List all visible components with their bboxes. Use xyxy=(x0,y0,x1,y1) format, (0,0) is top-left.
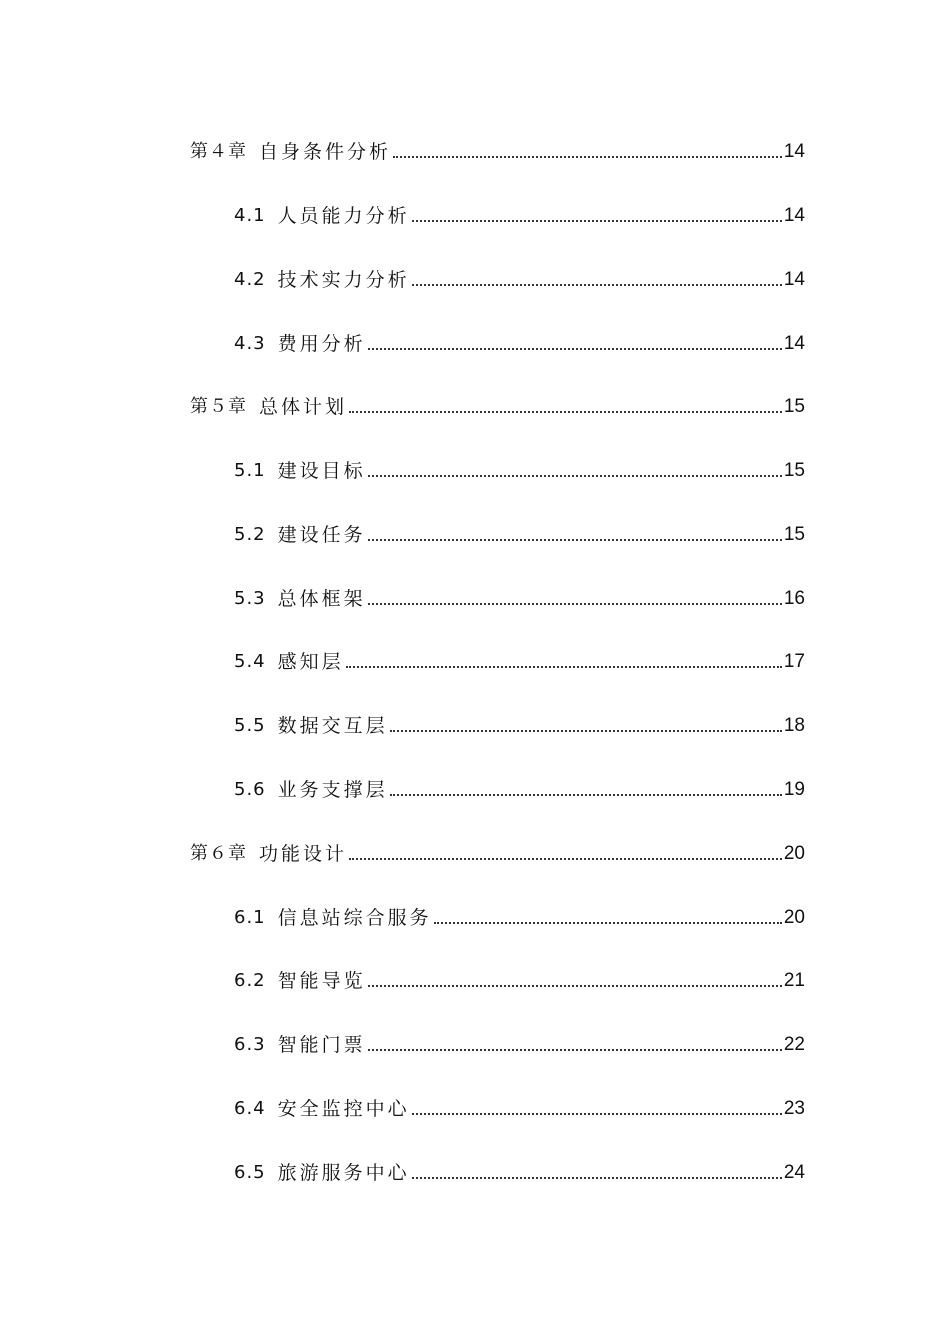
dot-leader xyxy=(434,922,782,924)
toc-entry-page: 23 xyxy=(783,1098,805,1119)
toc-entry-title: 业务支撑层 xyxy=(277,779,388,801)
toc-entry-5-5[interactable] xyxy=(234,708,805,738)
toc-entry-title: 总体框架 xyxy=(277,588,366,610)
toc-entry-4-1[interactable] xyxy=(234,198,805,228)
toc-entry-number: 6.4 xyxy=(234,1098,266,1119)
dot-leader xyxy=(412,284,782,286)
dot-leader xyxy=(349,858,782,860)
dot-leader xyxy=(368,1049,782,1051)
dot-leader xyxy=(368,985,782,987)
toc-entry-title: 技术实力分析 xyxy=(277,269,410,291)
toc-entry-number: 5.3 xyxy=(234,588,266,609)
toc-entry-page: 14 xyxy=(783,333,805,354)
toc-entry-chapter-4[interactable] xyxy=(190,134,805,164)
dot-leader xyxy=(346,666,782,668)
toc-entry-number: 4.3 xyxy=(234,333,266,354)
toc-entry-title: 建设目标 xyxy=(277,460,366,482)
toc-entry-4-2[interactable] xyxy=(234,262,805,292)
toc-entry-number: 5.1 xyxy=(234,460,266,481)
toc-entry-chapter-6[interactable] xyxy=(190,836,805,866)
toc-entry-title: 智能门票 xyxy=(277,1034,366,1056)
toc-entry-title: 智能导览 xyxy=(277,970,366,992)
toc-entry-page: 20 xyxy=(783,843,805,864)
toc-entry-page: 16 xyxy=(783,588,805,609)
dot-leader xyxy=(393,156,782,158)
toc-entry-title: 安全监控中心 xyxy=(277,1098,410,1120)
toc-entry-title: 信息站综合服务 xyxy=(277,907,432,929)
toc-entry-title: 人员能力分析 xyxy=(277,205,410,227)
toc-entry-number: 第４章 xyxy=(190,141,247,162)
toc-entry-page: 14 xyxy=(783,205,805,226)
toc-entry-chapter-5[interactable] xyxy=(190,389,805,419)
toc-entry-page: 15 xyxy=(783,396,805,417)
toc-entry-5-4[interactable] xyxy=(234,644,805,674)
dot-leader xyxy=(349,411,782,413)
toc-entry-number: 5.6 xyxy=(234,779,266,800)
dot-leader xyxy=(368,348,782,350)
toc-entry-number: 6.5 xyxy=(234,1162,266,1183)
toc-entry-number: 第６章 xyxy=(190,843,247,864)
toc-entry-5-6[interactable] xyxy=(234,772,805,802)
dot-leader xyxy=(390,794,782,796)
toc-entry-title: 费用分析 xyxy=(277,333,366,355)
toc-entry-number: 5.2 xyxy=(234,524,266,545)
toc-entry-page: 14 xyxy=(783,141,805,162)
dot-leader xyxy=(368,539,782,541)
toc-entry-number: 第５章 xyxy=(190,396,247,417)
toc-entry-number: 6.1 xyxy=(234,907,266,928)
dot-leader xyxy=(412,1113,782,1115)
toc-entry-title: 建设任务 xyxy=(277,524,366,546)
toc-entry-page: 18 xyxy=(783,715,805,736)
toc-entry-6-4[interactable] xyxy=(234,1091,805,1121)
dot-leader xyxy=(412,1177,782,1179)
toc-entry-title: 自身条件分析 xyxy=(259,141,392,163)
toc-entry-number: 6.3 xyxy=(234,1034,266,1055)
toc-entry-5-3[interactable] xyxy=(234,581,805,611)
toc-entry-title: 旅游服务中心 xyxy=(277,1162,410,1184)
toc-entry-5-2[interactable] xyxy=(234,517,805,547)
toc-entry-number: 6.2 xyxy=(234,970,266,991)
dot-leader xyxy=(368,475,782,477)
dot-leader xyxy=(412,220,782,222)
dot-leader xyxy=(390,730,782,732)
toc-entry-5-1[interactable] xyxy=(234,453,805,483)
toc-entry-number: 4.2 xyxy=(234,269,266,290)
toc-entry-page: 17 xyxy=(783,651,805,672)
toc-entry-6-2[interactable] xyxy=(234,963,805,993)
toc-entry-page: 22 xyxy=(783,1034,805,1055)
toc-entry-page: 14 xyxy=(783,269,805,290)
dot-leader xyxy=(368,603,782,605)
toc-entry-page: 15 xyxy=(783,460,805,481)
toc-entry-title: 感知层 xyxy=(277,651,344,673)
toc-entry-4-3[interactable] xyxy=(234,326,805,356)
toc-entry-number: 5.5 xyxy=(234,715,266,736)
toc-entry-number: 4.1 xyxy=(234,205,266,226)
toc-entry-page: 15 xyxy=(783,524,805,545)
toc-entry-6-1[interactable] xyxy=(234,900,805,930)
toc-entry-6-3[interactable] xyxy=(234,1027,805,1057)
toc-entry-page: 24 xyxy=(783,1162,805,1183)
toc-entry-title: 数据交互层 xyxy=(277,715,388,737)
toc-entry-page: 20 xyxy=(783,907,805,928)
toc-entry-title: 总体计划 xyxy=(259,396,348,418)
toc-entry-page: 19 xyxy=(783,779,805,800)
toc-entry-6-5[interactable] xyxy=(234,1155,805,1185)
toc-entry-title: 功能设计 xyxy=(259,843,348,865)
toc-entry-number: 5.4 xyxy=(234,651,266,672)
toc-entry-page: 21 xyxy=(783,970,805,991)
